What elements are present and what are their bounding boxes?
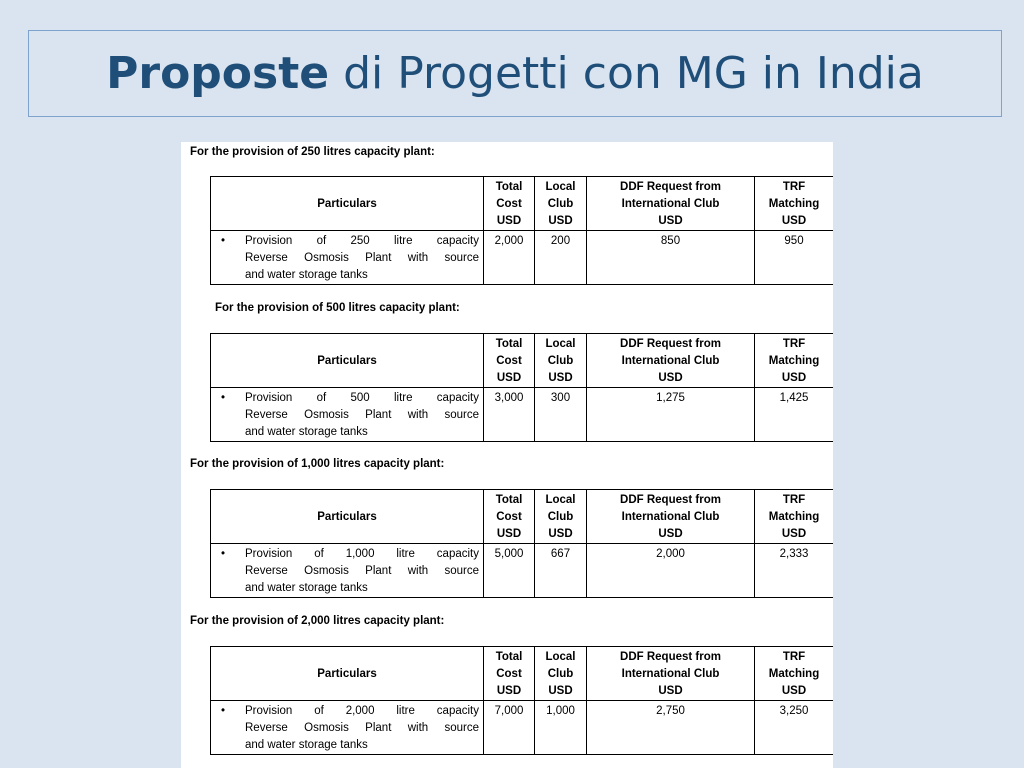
header-particulars: Particulars (211, 177, 484, 231)
table-header-row (211, 647, 834, 701)
section-heading-250: For the provision of 250 litres capacity plant: (190, 146, 435, 158)
header-ddf-request: DDF Request from International Club USD (587, 334, 755, 388)
row-description: • Provision of 500 litre capacity Reverse Osmosis Plant with source and water storage tanks (211, 388, 484, 442)
cost-table-500 (210, 333, 833, 442)
header-local-club: Local Club USD (535, 490, 587, 544)
cell-total-cost: 7,000 (484, 701, 535, 755)
cell-local-club: 1,000 (535, 701, 587, 755)
table-header-row (211, 334, 834, 388)
cell-ddf-request: 850 (587, 231, 755, 285)
header-particulars: Particulars (211, 334, 484, 388)
table-row (211, 701, 834, 755)
bullet-icon: • (221, 392, 226, 404)
table-row (211, 388, 834, 442)
cell-ddf-request: 1,275 (587, 388, 755, 442)
header-trf-matching: TRF Matching USD (755, 334, 834, 388)
row-description: • Provision of 2,000 litre capacity Reverse Osmosis Plant with source and water storage tanks (211, 701, 484, 755)
section-heading-2000: For the provision of 2,000 litres capacity plant: (190, 615, 445, 627)
cell-trf-matching: 1,425 (755, 388, 834, 442)
cell-trf-matching: 2,333 (755, 544, 834, 598)
cell-ddf-request: 2,000 (587, 544, 755, 598)
section-heading-500: For the provision of 500 litres capacity plant: (215, 302, 460, 314)
header-total-cost: Total Cost USD (484, 647, 535, 701)
bullet-icon: • (221, 705, 226, 717)
slide-title-bold: Proposte (106, 48, 330, 99)
section-heading-1000: For the provision of 1,000 litres capacity plant: (190, 458, 445, 470)
cell-total-cost: 3,000 (484, 388, 535, 442)
cost-table-1000 (210, 489, 833, 598)
cell-ddf-request: 2,750 (587, 701, 755, 755)
table-header-row (211, 177, 834, 231)
header-trf-matching: TRF Matching USD (755, 490, 834, 544)
header-trf-matching: TRF Matching USD (755, 647, 834, 701)
header-ddf-request: DDF Request from International Club USD (587, 177, 755, 231)
bullet-icon: • (221, 548, 226, 560)
row-description: • Provision of 1,000 litre capacity Reverse Osmosis Plant with source and water storage tanks (211, 544, 484, 598)
cost-table-2000 (210, 646, 833, 755)
table-header-row (211, 490, 834, 544)
cost-table-250 (210, 176, 833, 285)
bullet-icon: • (221, 235, 226, 247)
row-description: • Provision of 250 litre capacity Reverse Osmosis Plant with source and water storage tanks (211, 231, 484, 285)
header-particulars: Particulars (211, 647, 484, 701)
cell-trf-matching: 950 (755, 231, 834, 285)
document-image (181, 142, 833, 768)
table-row (211, 231, 834, 285)
slide-title (28, 30, 1002, 117)
cell-total-cost: 5,000 (484, 544, 535, 598)
slide-title-rest: di Progetti con MG in India (343, 48, 924, 99)
header-total-cost: Total Cost USD (484, 177, 535, 231)
cell-local-club: 200 (535, 231, 587, 285)
cell-local-club: 667 (535, 544, 587, 598)
header-particulars: Particulars (211, 490, 484, 544)
table-row (211, 544, 834, 598)
header-local-club: Local Club USD (535, 334, 587, 388)
header-ddf-request: DDF Request from International Club USD (587, 490, 755, 544)
cell-local-club: 300 (535, 388, 587, 442)
header-total-cost: Total Cost USD (484, 490, 535, 544)
cell-trf-matching: 3,250 (755, 701, 834, 755)
header-ddf-request: DDF Request from International Club USD (587, 647, 755, 701)
header-local-club: Local Club USD (535, 647, 587, 701)
cell-total-cost: 2,000 (484, 231, 535, 285)
header-trf-matching: TRF Matching USD (755, 177, 834, 231)
header-local-club: Local Club USD (535, 177, 587, 231)
header-total-cost: Total Cost USD (484, 334, 535, 388)
